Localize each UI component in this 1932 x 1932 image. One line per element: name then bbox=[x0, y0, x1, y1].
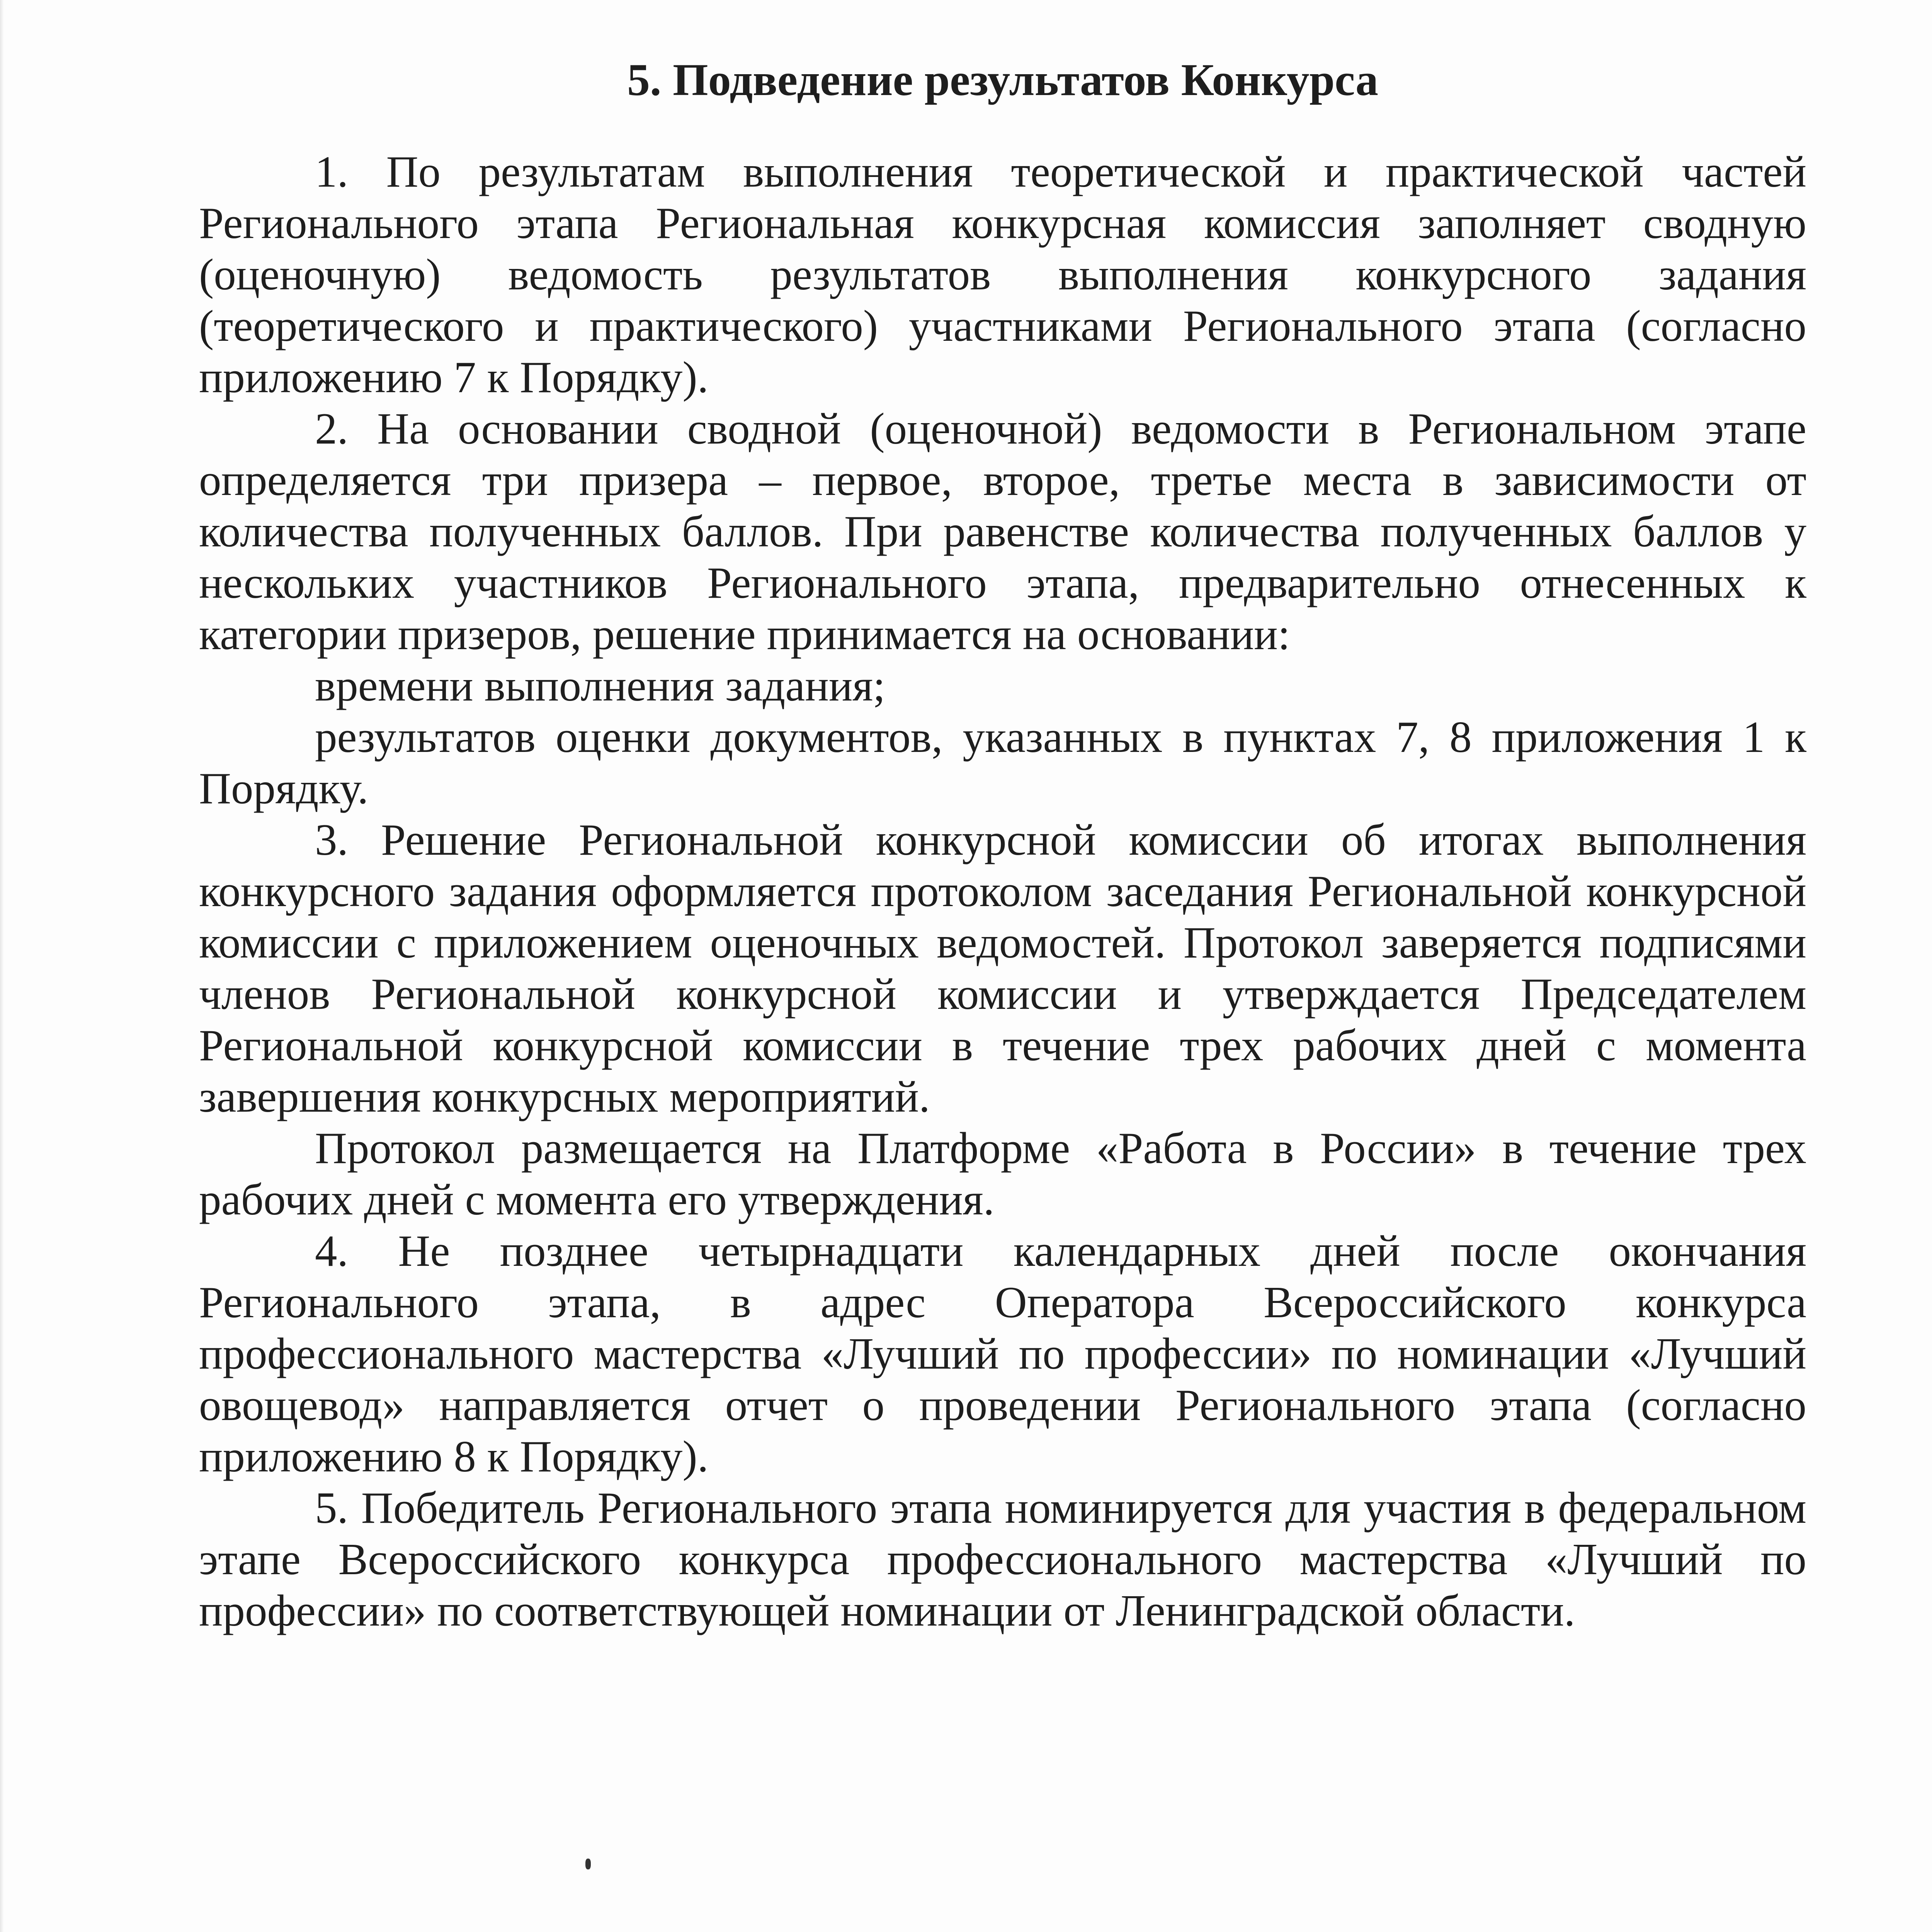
paragraph-2: 2. На основании сводной (оценочной) ведомости в Региональном этапе определяется три призера – первое, второе, третье места в зависимости от количества полученных баллов. При равенстве количества полученных баллов у нескольких участников Регионального этапа, предварительно отнесенных к категории призеров, решение принимается на основании: bbox=[199, 404, 1806, 659]
scan-left-shadow bbox=[0, 0, 4, 1932]
paragraph-5: 5. Победитель Регионального этапа номинируется для участия в федеральном этапе Всероссийского конкурса профессионального мастерства «Лучший по профессии» по соответствующей номинации от Ленинградской области. bbox=[199, 1483, 1806, 1635]
section-title: 5. Подведение результатов Конкурса bbox=[627, 54, 1379, 105]
paragraph-3-protocol: Протокол размещается на Платформе «Работа в России» в течение трех рабочих дней с момента его утверждения. bbox=[199, 1124, 1806, 1224]
document-body bbox=[199, 54, 1806, 1636]
paragraph-1: 1. По результатам выполнения теоретической и практической частей Регионального этапа Региональная конкурсная комиссия заполняет сводную (оценочную) ведомость результатов выполнения конкурсного задания (теоретического и практического) участниками Регионального этапа (согласно приложению 7 к Порядку). bbox=[199, 147, 1806, 402]
paragraph-2-item-time: времени выполнения задания; bbox=[315, 661, 886, 710]
paragraph-3: 3. Решение Региональной конкурсной комиссии об итогах выполнения конкурсного задания оформляется протоколом заседания Региональной конкурсной комиссии с приложением оценочных ведомостей. Протокол заверяется подписями членов Региональной конкурсной комиссии и утверждается Председателем Региональной конкурсной комиссии в течение трех рабочих дней с момента завершения конкурсных мероприятий. bbox=[199, 815, 1806, 1121]
scan-speck bbox=[585, 1859, 591, 1869]
paragraph-4: 4. Не позднее четырнадцати календарных дней после окончания Регионального этапа, в адрес Оператора Всероссийского конкурса профессионального мастерства «Лучший по профессии» по номинации «Лучший овощевод» направляется отчет о проведении Регионального этапа (согласно приложению 8 к Порядку). bbox=[199, 1226, 1806, 1481]
paragraph-2-item-documents: результатов оценки документов, указанных в пунктах 7, 8 приложения 1 к Порядку. bbox=[199, 713, 1806, 813]
